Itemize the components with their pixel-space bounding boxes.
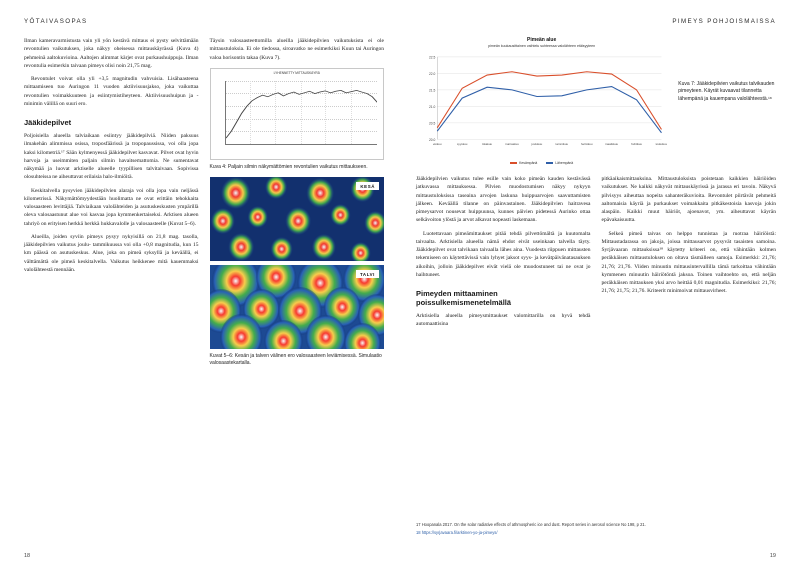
figure-7-title: Pimeän alue xyxy=(527,37,557,43)
figure-7-caption: Kuva 7: Jääkidepilvien vaikutus talvikauden pimeyteen. Käyrät kuvaavat tilannetta lähempänä ja kauempana valolähteestä.¹⁸ xyxy=(678,81,775,102)
right-column-1 xyxy=(416,175,591,334)
svg-text:huhtikuu: huhtikuu xyxy=(631,142,643,147)
figure-4 xyxy=(210,68,385,171)
section-heading-jaakidepilvet: Jääkidepilvet xyxy=(24,118,72,127)
svg-text:marraskuu: marraskuu xyxy=(505,142,519,147)
svg-text:21.0: 21.0 xyxy=(428,104,436,109)
figure-6-label: TALVI xyxy=(356,270,379,278)
svg-text:helmikuu: helmikuu xyxy=(580,142,593,147)
paragraph: pitkäaikaismittauksina. Mittaustuloksista poistetaan kaikkien häiriöiden vaikutukset. Ne kaikki näkyvät mittauskäyrissä ja jarassa eri tavoin. Näkyvä pilvisyys aiheuttaa nopeita sahanteräkuvioita. Revontulet piirtävät pehmeitä aaltomaisia käyriä ja purkaukset voimakkaita pitkäkestoisia kasvoja jokin alaspäin. Kaikki muut häiriöt, ajoenavot, ym. aiheuttavat käyrän epävakaisuutta. xyxy=(601,176,776,224)
legend-item-kesampana: Kesämpänä xyxy=(510,161,537,165)
figure-5-6-caption: Kuvat 5–6: Kesän ja talven välinen ero valosaasteen leviämisessä. Simulaatio valosaastekartalla. xyxy=(209,353,382,367)
svg-text:20.0: 20.0 xyxy=(428,137,436,142)
right-page-number: 19 xyxy=(769,553,776,559)
right-running-head: PIMEYS POHJOISMAISSA xyxy=(672,18,776,25)
figure-7-legend xyxy=(416,161,667,165)
figure-4-caption: Kuva 4: Paljain silmin näkymättömien revontulien vaikutus mittaukseen. xyxy=(209,163,368,170)
svg-text:lokakuu: lokakuu xyxy=(482,142,493,147)
svg-text:20.5: 20.5 xyxy=(428,121,436,126)
svg-text:22.5: 22.5 xyxy=(428,55,436,60)
paragraph: Jääkidepilvien vaikutus tulee esille vain koko pimeän kauden kestävässä jatkuvassa mittauksessa. Pilvien muodostumisen näkyy nykyyn mittaustuloksissa taseaina arvojen laskuna huippuarvojen saavuttamisten jälkeen. Keväällä tilanne on päinvastainen. Jääkidepilvien haitravesa pimeysarvot nousevat huippuunsa, kunnes päivien pidetessä Aurinko ottaa selkävoiton ylöstä ja arvot alkavat nopeasti laskemaan. xyxy=(416,176,591,224)
legend-item-lahempana: Lähempänä xyxy=(546,161,573,165)
paragraph: Ilman kameravarmistusta vain yli yön kestävä mittaus ei pysty selvittämään revontulien vaikutuksen, joka näkyy oheisessa mittauskäyrässä (Kuva 4) pehmeinä aaltokuvioina. Aaltojen alimmat kärjet ovat purkaushuippuja. Ilman revontulia esimerkin taivaan pimeys olisi noin 21,75 mag. xyxy=(24,38,199,69)
footnote-17: 17 Hoopanala 2017. On the solar radiative effects of athmospheric ice and dust. Report series in aerosol science No 198, p 21. xyxy=(416,522,646,528)
right-page xyxy=(400,0,800,571)
figure-4-chart xyxy=(210,68,385,160)
paragraph: Keskitalvella pysyvien jääkidepilvien alaraja voi olla jopa vain neljässä kilometrissä. Näkymättömyydestään huolimatta ne ovat erittäin tehokkaita valosaasteen levittäjiä. Talviaikaan valolähteiden ja asutuskeskusten ympärillä oleva valosaastunut alue voi kasvaa jopa kymmenkertaiseksi. Arktisen alueen tahriyö on erityisen herkkä herkkä hukkavalolle ja valosaasteelle (Kuvat 5–6). xyxy=(24,187,199,227)
paragraph: Alueilla, joiden syviin pimeys pysyy nykyisillä on 21,8 mag. tasolla, jääkidepilvien vaikutus joulu- tammikuussa voi olla +0,8 magnitudia, kun 15 km päässä on asutuskeskus. Alue, joka on pimeä syksyllä ja keväällä, ei välttämättä ole pimeä keskitalvella. Vaikutus heikkenee mitä kauemmaksi valolähteestä mennään. xyxy=(24,233,199,273)
figure-7-subtitle: pimeän kuukausittainen vaihtelu suhteessa valolähteen etäisyyteen xyxy=(488,44,596,48)
figure-4-line xyxy=(226,81,378,144)
paragraph: Täysin valosaasteettomilla alueilla jääkidepilvien vaikutuksista ei ole mittaustuloksia. Ei ole tiedossa, siroavatko ne esimerkiksi Kuun tai Auringon valoa horisontin takaa (Kuva 7). xyxy=(209,38,384,61)
figure-4-plot xyxy=(225,81,378,145)
svg-text:elokuu: elokuu xyxy=(433,142,442,147)
figure-5-label: KESÄ xyxy=(356,182,379,190)
figure-4-chart-title: LYHENNETTY MITTAUSKÄYRÄ xyxy=(273,70,320,75)
figure-7 xyxy=(416,37,667,165)
paragraph: Luotettavaan pimeämittaukset pitää tehdä pilvettömältä ja kuutomalta taivaalta. Arktisiella alueella nämä ehdot eivät useinkaan talvella täyty. Jääkidepilvet ovat talvikaan taivaalla lähes aina. Vuodesta riippuen mittausten tekemiseen on käytettävissä vain lyhyet jaksot syys- ja kevätpäivänatasauksen aikoihin, jolloin jääkidepilvet eivät vielä ole muodostuneet tai ne ovat jo haihtuneet. xyxy=(416,230,591,278)
paragraph: Poljoisiella alueella talviaikaan esiintyy jääkidepilviä. Niiden paksuus ilmakehän alimmissa osissa, troposfäärissä ja tropopaussissa, voi olla jopa kaksi kilometriä.¹⁷ Sään kylmenyessä jääkidepilvet kasvavat. Pilvet ovat hyvin harvoja ja useimmiten paljain silmin havaitsemattomia. Ne sumentavat näkymää ja luovat arktiselle alueelle tyypillisen talvitaivaan. Sopivissa olosuhteissa ne aiheuttavat erilaisia halo-ilmiöitä. xyxy=(24,133,199,181)
svg-text:maaliskuu: maaliskuu xyxy=(605,142,619,147)
paragraph: Revontulet voivat olla yli +3,5 magnitudin vahvuisia. Lisähaasteena mittaamiseen tuo Auringon 11 vuoden aktiivisuusjakso, joka vaikuttaa revontulien voimakkuuteen ja esiintymistiheyteen. Aktiivisuushuipun ja -minimin välillä on suuri ero. xyxy=(24,76,199,107)
left-column-1 xyxy=(24,37,199,368)
paragraph: Arktisiella alueella pimeysmittaukset valomittarilla on hyvä tehdä automaattisina xyxy=(416,313,591,328)
svg-text:21.5: 21.5 xyxy=(428,88,436,93)
figure-5-6 xyxy=(210,177,385,368)
figure-7-caption-wrap xyxy=(678,37,776,103)
svg-text:toukokuu: toukokuu xyxy=(655,142,668,147)
left-page-number: 18 xyxy=(24,553,31,559)
left-columns xyxy=(24,37,384,368)
left-column-2 xyxy=(210,37,385,368)
svg-text:syyskuu: syyskuu xyxy=(456,142,468,147)
left-running-head: YÖTAIVASOPAS xyxy=(24,18,88,25)
right-column-2 xyxy=(602,175,777,334)
figure-6-winter-map xyxy=(210,265,385,349)
svg-text:22.0: 22.0 xyxy=(428,71,436,76)
svg-text:joulukuu: joulukuu xyxy=(531,142,543,147)
paragraph: Selkeä pimeä taivas on helppo tunnistaa ja ruotraa häiriöistä: Mittaustadarassa on jakoja, joissa mittausarvot pysyvät tasaisten samoina. Syrjävaaran mittauksissa¹⁸ käytetty kriteeri on, että vähintään kolmen peräkkäisen mittaustuloksen on oltava täsmälleen samoja. Esimerkki: 21,76; 21,76; 21,76. Viiden minuutin mittausintervallilla tämä tarkoittaa vähintään kymmenen minuutin häiriötöntä jaksoa. Toinen vaihtoehto on, että neljän peräkkäisen mittauksen yksi arvo heittää 0,01 magnitudia. Esimerkiksi: 21,76; 21,76; 21,75; 21,76. Kriteerit minimoivat mittausvirheet. xyxy=(601,230,776,295)
footnote-18[interactable]: 18 https://syrjavaara.fi/arktinen-yo-ja-pimeys/ xyxy=(416,529,498,535)
footnotes xyxy=(416,522,776,537)
svg-text:tammikuu: tammikuu xyxy=(555,142,569,147)
figure-7-plot xyxy=(416,51,667,159)
section-heading-pimeyden-mittaaminen: Pimeyden mittaaminen poissulkemismenetelmällä xyxy=(416,289,512,307)
figure-7-block xyxy=(416,37,776,165)
right-columns xyxy=(416,175,776,334)
figure-5-summer-map xyxy=(210,177,385,261)
